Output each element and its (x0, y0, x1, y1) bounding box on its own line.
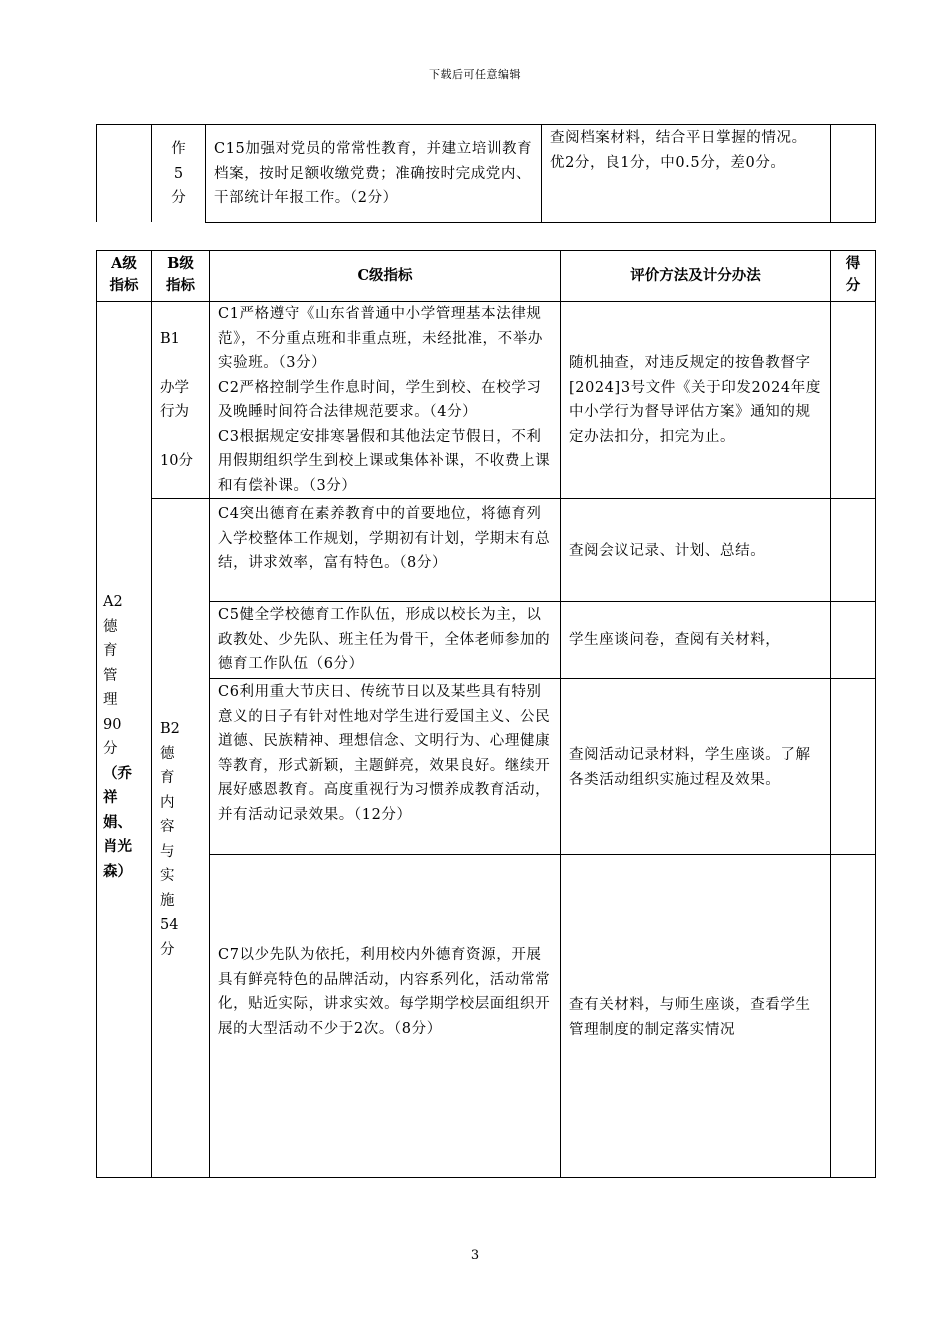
top-table-vline-5 (830, 124, 831, 222)
top-method (542, 126, 830, 175)
c6-text: C6利用重大节庆日、传统节日以及某些具有特别意义的日子有针对性地对学生进行爱国主义、公民道德、民族精神、理想信念、文明行为、心理健康等教育，形式新颖，主题鲜亮，效果良好。继续开展好感恩教育。高度重视行为习惯养成教育活动，并有活动记录效果。（12分） (218, 684, 551, 823)
c6-method: 查阅活动记录材料，学生座谈。了解各类活动组织实施过程及效果。 (569, 747, 811, 788)
b1-label-line: 10分 (160, 452, 193, 469)
hline-c4-bottom (209, 601, 876, 602)
a2-label-line: 育 (103, 643, 118, 659)
hline-c6-bottom (209, 854, 876, 855)
b1-label-line: 办学 (160, 379, 189, 396)
top-method-line: 优2分，良1分，中0.5分，差0分。 (550, 154, 786, 171)
b1-method: 随机抽查，对违反规定的按鲁教督字[2024]3号文件《关于印发2024年度中小学行为督导评估方案》通知的规定办法扣分，扣完为止。 (569, 355, 821, 445)
c4-method: 查阅会议记录、计划、总结。 (569, 543, 766, 559)
c7-method: 查有关材料，与师生座谈，查看学生管理制度的制定落实情况 (569, 997, 811, 1038)
page-header: 下载后可任意编辑 (429, 68, 521, 81)
a2-name-line: 肖光 (103, 838, 132, 855)
c4-text: C4突出德育在素养教育中的首要地位，将德育列入学校整体工作规划，学期初有计划，学期末有总结，讲求效率，富有特色。（8分） (218, 506, 551, 571)
header-a-level-text: A级指标 (109, 255, 139, 294)
top-b-line: 分 (171, 190, 186, 206)
top-b-column (152, 137, 205, 211)
header-a-level (97, 253, 151, 297)
header-score-text: 得分 (845, 255, 861, 294)
a2-label-line: 90 (103, 716, 122, 733)
b2-label-line: B2 (160, 721, 180, 737)
b2-label-line: 育 (160, 770, 175, 786)
c7-text: C7以少先队为依托，利用校内外德育资源，开展具有鲜亮特色的品牌活动，内容系列化，活动常常化，贴近实际，讲求实效。每学期学校层面组织开展的大型活动不少于2次。（8分） (218, 947, 551, 1037)
b2-label-line: 实 (160, 868, 175, 884)
b1-label-line: 行为 (160, 404, 189, 420)
top-table-border-top (96, 124, 876, 125)
hline-c5-bottom (209, 678, 876, 679)
a2-name-line: 森） (103, 862, 132, 880)
c5-text: C5健全学校德育工作队伍，形成以校长为主，以政教处、少先队、班主任为骨干，全体老师参加的德育工作队伍（6分） (218, 607, 551, 672)
b2-label-line: 容 (160, 819, 175, 835)
header-b-level (152, 253, 209, 297)
b1-label-line: B1 (160, 331, 180, 347)
header-score (831, 253, 875, 297)
header-c-level: C级指标 (357, 267, 413, 284)
a2-label-line: A2 (103, 594, 123, 610)
b1-c-text: C1严格遵守《山东省普通中小学管理基本法律规范》，不分重点班和非重点班，未经批准，不举办实验班。（3分） C2严格控制学生作息时间，学生到校、在校学习及晚睡时间符合法律规范要求。（4分） C3根据规定安排寒暑假和其他法定节假日，不利用假期组织学生到校上课或集体补课，不收费上课和有偿补课。（3分） (218, 306, 551, 494)
top-b-line: 作 (171, 141, 186, 157)
header-b-level-text: B级指标 (166, 255, 195, 294)
b2-label-line: 54 (160, 917, 179, 933)
hline-top (96, 250, 876, 251)
b2-label (160, 717, 208, 962)
top-table-vline-6 (875, 124, 876, 222)
vline-left (96, 250, 97, 1178)
a2-label-line: 分 (103, 741, 118, 757)
a2-name-line: 祥 (103, 789, 118, 806)
a2-name-line: 娟、 (103, 813, 132, 831)
hline-bottom (96, 1177, 876, 1178)
top-method-line: 查阅档案材料，结合平日掌握的情况。 (550, 130, 807, 146)
top-table-border-bottom (205, 222, 876, 223)
top-b-line: 5 (173, 165, 184, 182)
vline-a-b (151, 250, 152, 1178)
b2-label-line: 德 (160, 745, 175, 762)
c5-method: 学生座谈问卷，查阅有关材料， (569, 632, 781, 648)
a2-label-line: 管 (103, 667, 118, 684)
top-c15-text: C15加强对党员的常常性教育，并建立培训教育档案，按时足额收缴党费；准确按时完成党内、干部统计年报工作。（2分） (214, 141, 533, 206)
b2-label-line: 与 (160, 843, 175, 860)
hline-b1-bottom (151, 498, 876, 499)
b2-label-line: 施 (160, 892, 175, 909)
header-method: 评价方法及计分办法 (630, 267, 761, 284)
top-table-vline-1 (96, 124, 97, 222)
page-number: 3 (470, 1248, 480, 1263)
vline-right (875, 250, 876, 1178)
b1-label (160, 327, 208, 473)
vline-method-score (830, 250, 831, 1178)
a2-label (103, 590, 151, 884)
b2-label-line: 内 (160, 794, 175, 811)
a2-label-line: 德 (103, 618, 118, 635)
b2-label-line: 分 (160, 941, 175, 958)
a2-label-line: 理 (103, 692, 118, 708)
a2-name-line: （乔 (103, 764, 132, 782)
